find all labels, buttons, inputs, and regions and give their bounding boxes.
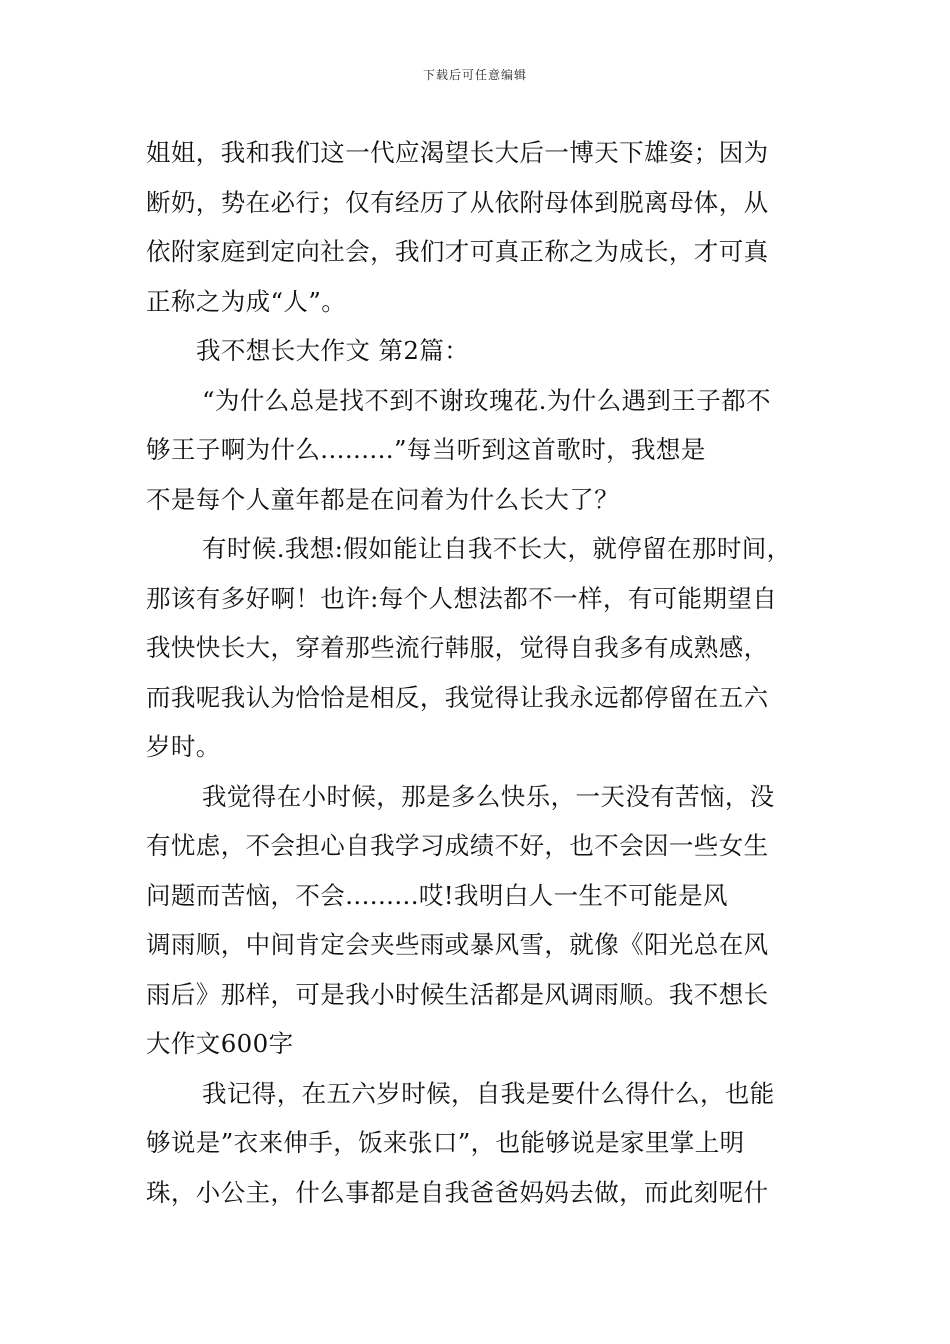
text-line: 断奶，势在必行；仅有经历了从依附母体到脱离母体，从 (146, 187, 769, 217)
text-line: 我觉得在小时候，那是多么快乐，一天没有苦恼，没 (202, 781, 775, 811)
text-line: “为什么总是找不到不谢玫瑰花.为什么遇到王子都不 (202, 385, 771, 415)
text-line: 我快快长大，穿着那些流行韩服，觉得自我多有成熟感， (146, 633, 769, 662)
text-line: 不是每个人童年都是在问着为什么长大了？ (146, 484, 620, 514)
text-line: 岁时。 (146, 732, 221, 761)
text-line: 够王子啊为什么.........”每当听到这首歌时，我想是 (146, 435, 706, 464)
section-heading: 我不想长大作文 第2篇： (196, 336, 470, 365)
page-header: 下载后可任意编辑 (422, 68, 527, 82)
text-line: 那该有多好啊！也许:每个人想法都不一样，有可能期望自 (146, 583, 778, 613)
text-line: 珠，小公主，什么事都是自我爸爸妈妈去做，而此刻呢什 (146, 1177, 769, 1207)
text-line: 正称之为成“人”。 (146, 286, 347, 316)
text-line: 大作文600字 (146, 1029, 294, 1058)
text-line: 问题而苦恼，不会.........哎!我明白人一生不可能是风 (146, 880, 728, 910)
document-body (146, 128, 816, 1217)
text-line: 姐姐，我和我们这一代应渴望长大后一博天下雄姿；因为 (146, 138, 769, 167)
text-line: 雨后》那样，可是我小时候生活都是风调雨顺。我不想长 (146, 979, 769, 1009)
text-line: 够说是”衣来伸手，饭来张口”，也能够说是家里掌上明 (146, 1128, 745, 1157)
text-line: 调雨顺，中间肯定会夹些雨或暴风雪，就像《阳光总在风 (146, 930, 769, 959)
text-line: 而我呢我认为恰恰是相反，我觉得让我永远都停留在五六 (146, 682, 769, 712)
text-line: 依附家庭到定向社会，我们才可真正称之为成长，才可真 (146, 237, 769, 266)
text-line: 有时候.我想:假如能让自我不长大，就停留在那时间， (202, 534, 792, 563)
text-line: 我记得，在五六岁时候，自我是要什么得什么，也能 (202, 1078, 775, 1108)
text-line: 有忧虑，不会担心自我学习成绩不好，也不会因一些女生 (146, 831, 769, 860)
